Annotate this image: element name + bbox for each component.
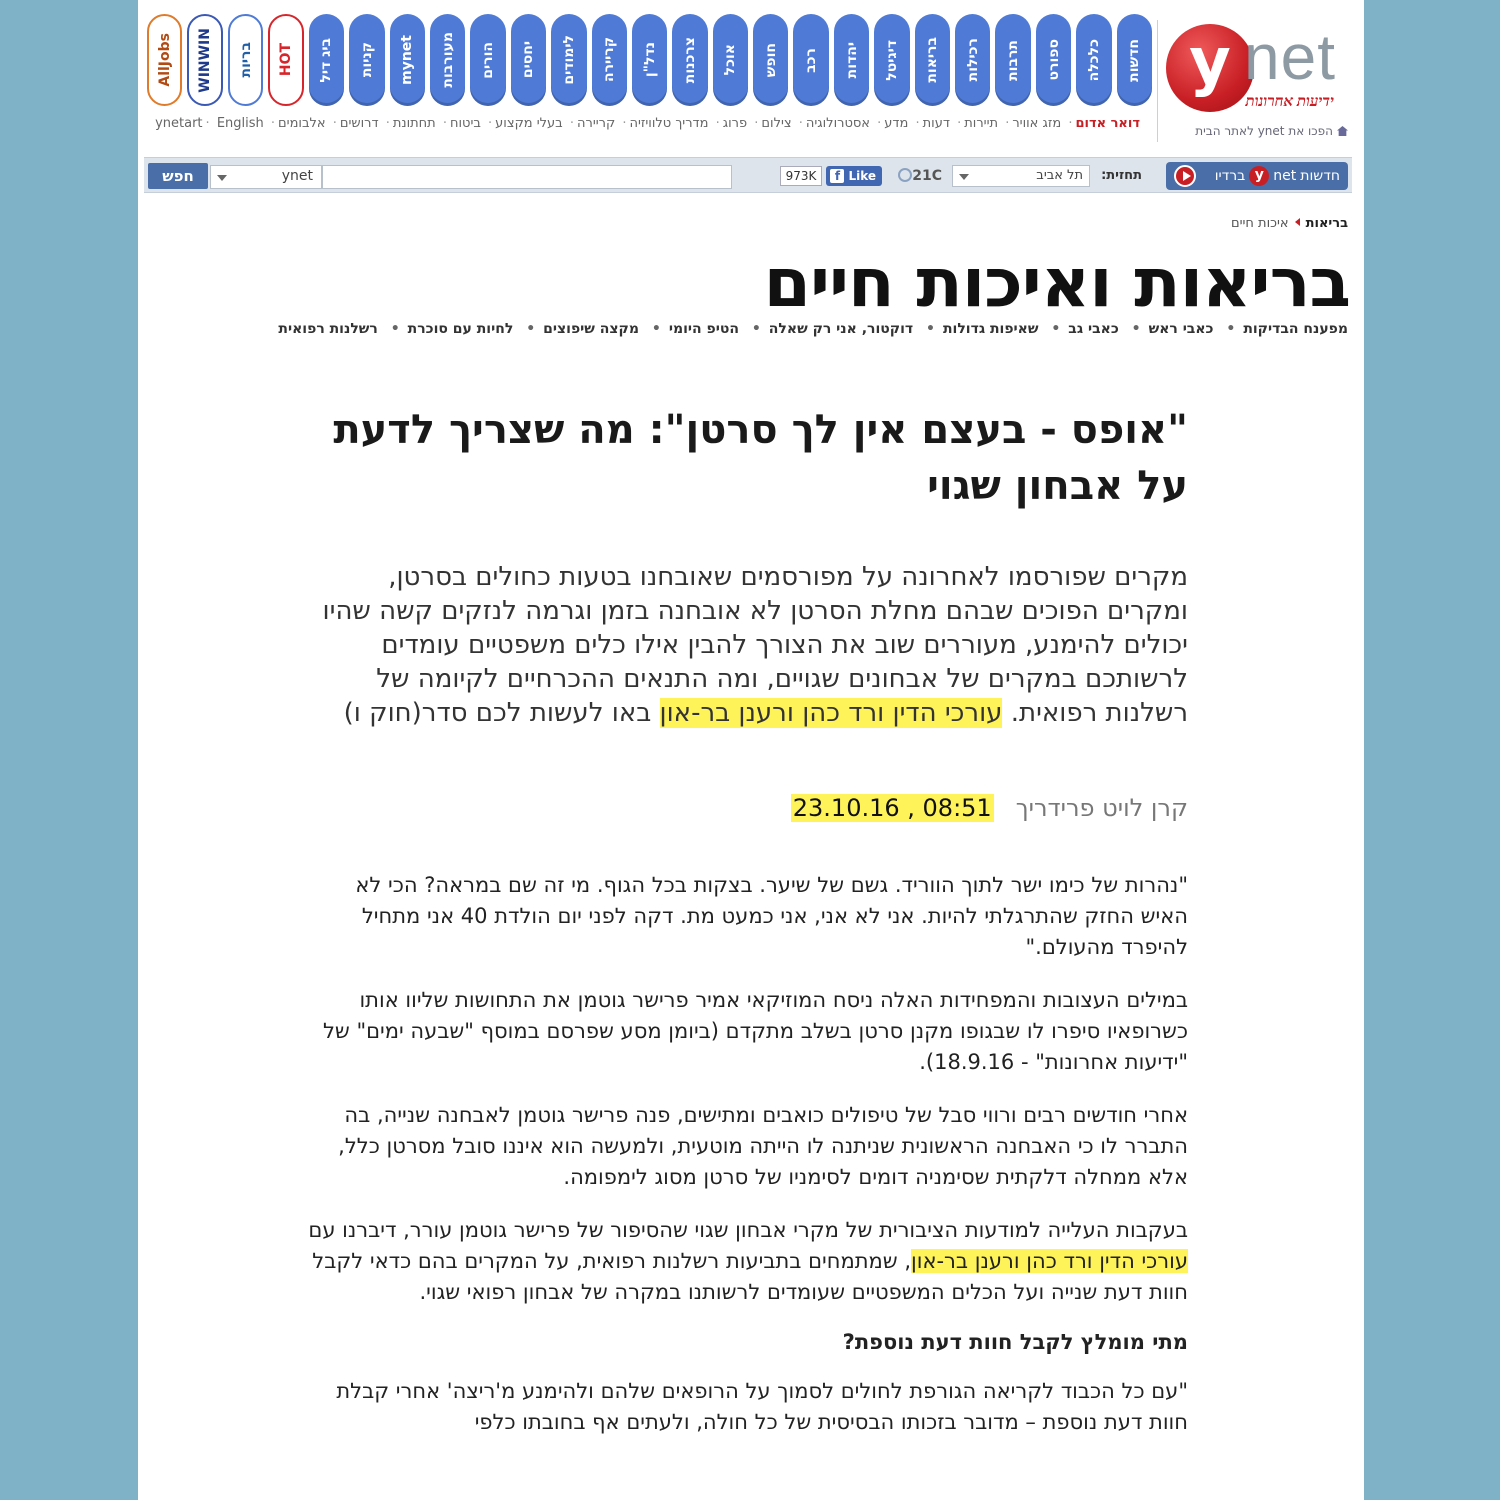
quick-link[interactable]: ynetart bbox=[155, 116, 203, 131]
weather-icon bbox=[898, 168, 912, 182]
tab-big-deal[interactable]: ביג דיל bbox=[309, 14, 344, 106]
tab-sport[interactable]: ספורט bbox=[1036, 14, 1071, 106]
home-icon bbox=[1337, 126, 1348, 136]
quick-link[interactable]: תיירות bbox=[964, 116, 999, 131]
quick-link[interactable]: מזג אוויר bbox=[1012, 116, 1062, 131]
subnav-item[interactable]: מפענח הבדיקות bbox=[1243, 321, 1348, 337]
tab-vacation[interactable]: חופש bbox=[753, 14, 788, 106]
quick-link[interactable]: דעות bbox=[922, 116, 950, 131]
article-headline: "אופס - בעצם אין לך סרטן": מה שצריך לדעת על אבחון שגוי bbox=[333, 407, 1188, 509]
subnav-item[interactable]: הטיפ היומי bbox=[668, 321, 739, 337]
article-byline bbox=[308, 790, 1188, 826]
fb-like-count: 973K bbox=[780, 166, 823, 186]
tab-winwin[interactable]: WINWIN bbox=[187, 14, 222, 106]
forecast-label: תחזית: bbox=[1101, 168, 1142, 183]
subnav-item[interactable]: רשלנות רפואית bbox=[278, 321, 378, 337]
author-name[interactable]: קרן לויט פרידריך bbox=[1015, 794, 1188, 822]
tab-cars[interactable]: רכב bbox=[793, 14, 828, 106]
tab-real-estate[interactable]: נדל"ן bbox=[632, 14, 667, 106]
section-subnav: מפענח הבדיקות• כאבי ראש• כאבי גב• שאיפות גדולות• דוקטור, אני רק שאלה• הטיפ היומי• מקצה שיפוצים• לחיות עם סוכרת• רשלנות רפואית bbox=[278, 321, 1348, 337]
logo-subtitle: ידיעות אחרונות bbox=[1245, 94, 1334, 110]
logo-y: y bbox=[1166, 24, 1254, 112]
search-button[interactable]: חפש bbox=[148, 163, 208, 189]
radio-news-button[interactable]: חדשות net y ברדיו bbox=[1166, 162, 1348, 190]
facebook-like bbox=[780, 166, 882, 186]
tab-parents[interactable]: הורים bbox=[470, 14, 505, 106]
header-divider bbox=[1157, 20, 1158, 142]
city-select[interactable]: תל אביב bbox=[952, 165, 1090, 187]
article-lead: מקרים שפורסמו לאחרונה על מפורסמים שאובחנו בטעות כחולים בסרטן, ומקרים הפוכים שבהם מחלת הסרטן לא אובחנה בזמן וגרמה לנזקים קשה שהיו יכולים להימנע, מעוררים שוב את הצורך להבין אילו כלים משפטיים עומדים לרשותכם במקרים של אבחונים שגויים, ומה התנאים ההכרחיים לקיומה של רשלנות רפואית. עורכי הדין ורד כהן ורענן בר-און באו לעשות לכם סדר(חוק ו) bbox=[322, 562, 1188, 728]
quick-link[interactable]: קריירה bbox=[576, 116, 616, 131]
subnav-item[interactable]: שאיפות גדולות bbox=[942, 321, 1039, 337]
tab-culture[interactable]: תרבות bbox=[995, 14, 1030, 106]
tab-judaism[interactable]: יהדות bbox=[834, 14, 869, 106]
facebook-icon: f bbox=[830, 169, 844, 183]
search-input[interactable] bbox=[322, 165, 732, 189]
category-tabs bbox=[147, 14, 1152, 106]
section-title: בריאות ואיכות חיים bbox=[763, 244, 1350, 323]
subnav-item[interactable]: כאבי גב bbox=[1068, 321, 1119, 337]
subnav-item[interactable]: מקצה שיפוצים bbox=[543, 321, 639, 337]
quick-link[interactable]: אלבומים bbox=[278, 116, 326, 131]
quick-link[interactable]: תחתונת bbox=[392, 116, 436, 131]
fb-like-button[interactable]: f Like bbox=[826, 166, 882, 186]
quick-link[interactable]: דרושים bbox=[339, 116, 379, 131]
tab-health[interactable]: בריאות bbox=[915, 14, 950, 106]
highlighted-text: עורכי הדין ורד כהן ורענן בר-און bbox=[659, 698, 1003, 728]
subnav-item[interactable]: דוקטור, אני רק שאלה bbox=[768, 321, 914, 337]
paragraph: במילים העצובות והמפחידות האלה ניסח המוזיקאי אמיר פרישר גוטמן את התחושות שליוו אותו כשרופאיו סיפרו לו שבגופו מקנן סרטן בשלב מתקדם (ביומן מסע שפרסם במוסף "שבעה ימים" של "ידיעות אחרונות" - 18.9.16). bbox=[322, 988, 1188, 1074]
tab-alljobs[interactable]: AllJobs bbox=[147, 14, 182, 106]
chevron-down-icon bbox=[217, 175, 227, 181]
breadcrumb-arrow-icon bbox=[1295, 218, 1300, 226]
subnav-item[interactable]: כאבי ראש bbox=[1148, 321, 1214, 337]
paragraph: "עם כל הכבוד לקריאה הגורפת לחולים לסמוך על הרופאים שלהם ולהימנע מ'ריצה' אחרי קבלת חוות דעת נוספת – מדובר בזכותו הבסיסית של כל חולה, ולעתים אף בחובתו כלפי bbox=[336, 1379, 1188, 1434]
quick-link[interactable]: אסטרולוגיה bbox=[805, 116, 870, 131]
set-homepage-link[interactable]: הפכו את ynet לאתר הבית bbox=[1195, 124, 1348, 138]
tab-gossip[interactable]: רכילות bbox=[955, 14, 990, 106]
tab-news[interactable]: חדשות bbox=[1117, 14, 1152, 106]
tab-mynet[interactable]: mynet bbox=[390, 14, 425, 106]
quick-link[interactable]: ביטוח bbox=[450, 116, 481, 131]
tab-consumer[interactable]: צרכנות bbox=[672, 14, 707, 106]
quick-links: דואר אדום· מזג אוויר· תיירות· דעות· מדע· אסטרולוגיה· צילום· פרוג· מדריך טלוויזיה· קריירה· בעלי מקצוע· ביטוח· תחתונת· דרושים· אלבומים· ynetart · English bbox=[155, 116, 1140, 131]
play-icon bbox=[1174, 165, 1196, 187]
ynet-mini-logo: y bbox=[1249, 166, 1269, 186]
tab-studies[interactable]: לימודים bbox=[551, 14, 586, 106]
tab-hot[interactable]: HOT bbox=[268, 14, 303, 106]
ynet-logo[interactable] bbox=[1166, 14, 1348, 114]
quick-link[interactable]: מדריך טלוויזיה bbox=[629, 116, 709, 131]
tab-food[interactable]: אוכל bbox=[713, 14, 748, 106]
publish-datetime: 23.10.16 , 08:51 bbox=[792, 794, 992, 822]
tab-involvement[interactable]: מעורבות bbox=[430, 14, 465, 106]
quick-link[interactable]: בעלי מקצוע bbox=[495, 116, 563, 131]
quick-link[interactable]: English bbox=[216, 116, 264, 131]
breadcrumb bbox=[1231, 216, 1348, 231]
logo-net: net bbox=[1244, 21, 1336, 93]
breadcrumb-section[interactable]: בריאות bbox=[1305, 216, 1348, 231]
tab-shopping[interactable]: קניות bbox=[349, 14, 384, 106]
paragraph: "נהרות של כימו ישר לתוך הווריד. גשם של שיער. בצקות בכל הגוף. מי זה שם במראה? הכי לא האיש החזק שהתרגלתי להיות. אני לא אני, אני כמעט מת. דקה לפני יום הולדת 40 אני מתחיל להיפרד מהעולם." bbox=[355, 873, 1188, 959]
article-body bbox=[308, 870, 1188, 1460]
paragraph: בעקבות העלייה למודעות הציבורית של מקרי אבחון שגוי שהסיפור של פרישר גוטמן עורר, דיברנו עם עורכי הדין ורד כהן ורענן בר-און, שמתמחים בתביעות רשלנות רפואית, על המקרים בהם כדאי לקבל חוות דעת שנייה ועל הכלים המשפטיים שעומדים לרשותנו במקרה של אבחון רפואי שגוי. bbox=[308, 1218, 1188, 1304]
tab-economy[interactable]: כלכלה bbox=[1076, 14, 1111, 106]
tab-relationships[interactable]: יחסים bbox=[511, 14, 546, 106]
highlighted-text: עורכי הדין ורד כהן ורענן בר-און bbox=[911, 1249, 1188, 1273]
search-scope-select[interactable]: ynet bbox=[210, 165, 322, 189]
chevron-down-icon bbox=[959, 174, 969, 180]
red-mail-link[interactable]: דואר אדום bbox=[1075, 116, 1140, 131]
toolbar bbox=[144, 157, 1352, 193]
tab-career[interactable]: קריירה bbox=[592, 14, 627, 106]
quick-link[interactable]: צילום bbox=[761, 116, 792, 131]
weather-readout: 21C bbox=[894, 168, 942, 184]
quick-link[interactable]: מדע bbox=[884, 116, 909, 131]
article-subheading: מתי מומלץ לקבל חוות דעת נוספת? bbox=[842, 1330, 1188, 1354]
quick-link[interactable]: פרוג bbox=[722, 116, 748, 131]
tab-digital[interactable]: דיגיטל bbox=[874, 14, 909, 106]
paragraph: אחרי חודשים רבים ורווי סבל של טיפולים כואבים ומתישים, פנה פרישר גוטמן לאבחנה שנייה, בה התברר לו כי האבחנה הראשונית שניתנה לו הייתה מוטעית, ולמעשה הוא איננו סובל מסרטן כלל, אלא ממחלה דלקתית שסימניה דומים לסימניו של סרטן מסוג לימפומה. bbox=[338, 1103, 1188, 1189]
tab-briut[interactable]: בריות bbox=[228, 14, 263, 106]
breadcrumb-current[interactable]: איכות חיים bbox=[1230, 216, 1289, 231]
subnav-item[interactable]: לחיות עם סוכרת bbox=[407, 321, 514, 337]
page bbox=[138, 0, 1364, 1500]
